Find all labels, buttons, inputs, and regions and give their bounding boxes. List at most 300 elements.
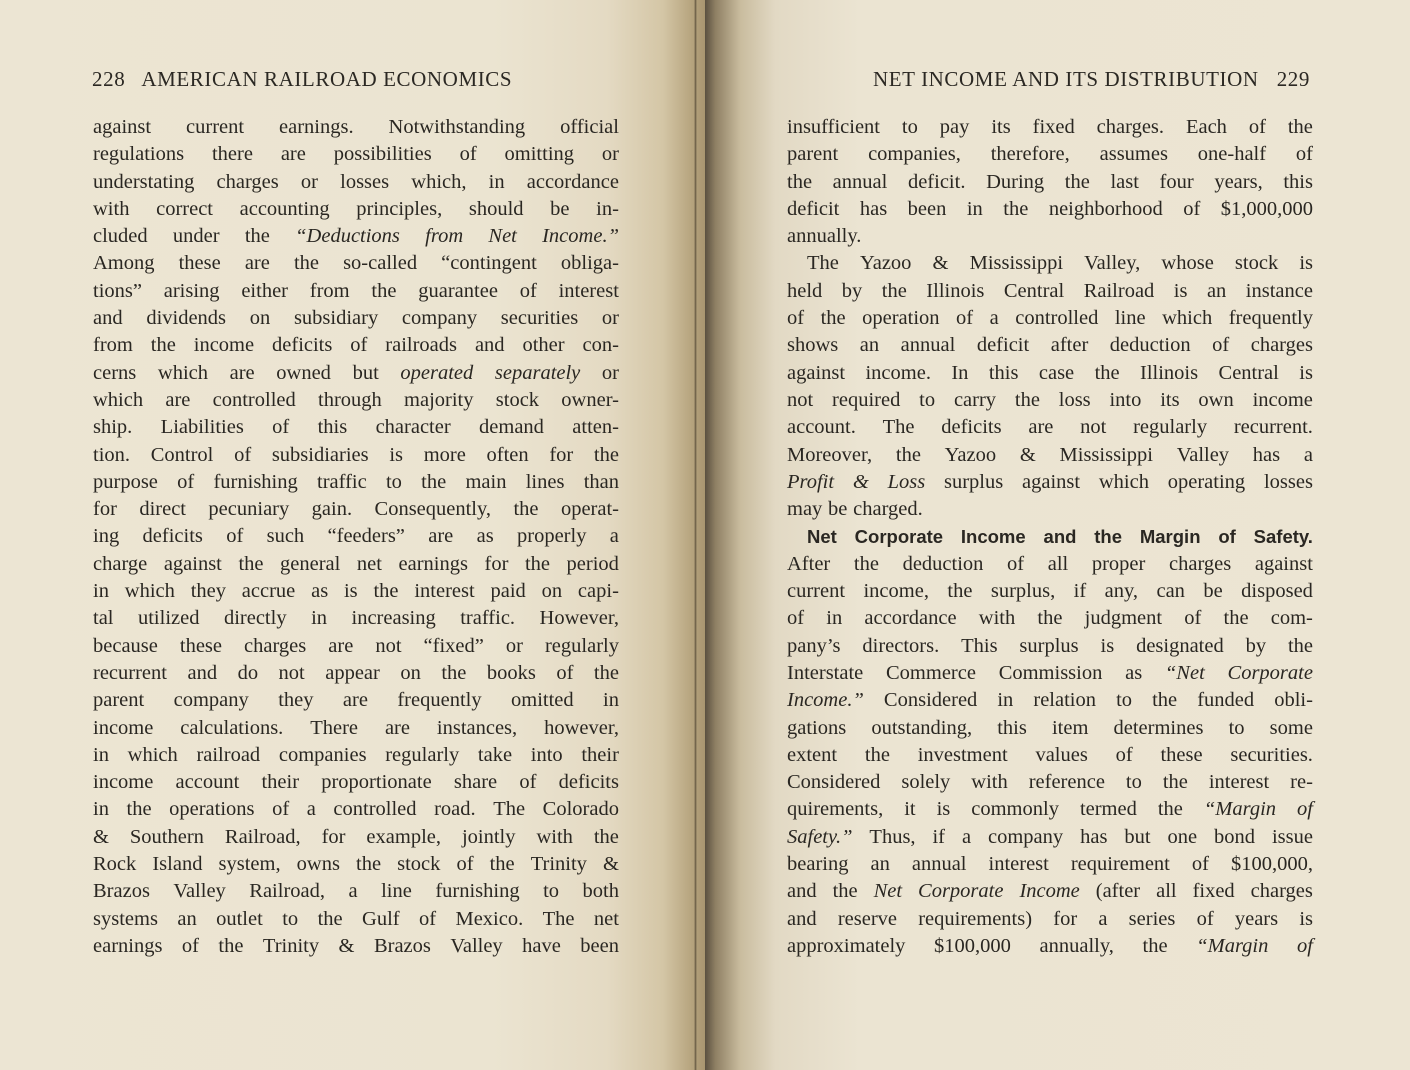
word: subsidiary <box>293 307 379 330</box>
word: to <box>282 907 299 930</box>
text-line <box>93 851 619 878</box>
word: Considered <box>787 771 881 794</box>
word: system, <box>218 853 281 876</box>
word: or <box>601 143 619 166</box>
word: Corporate <box>854 526 944 548</box>
word: of <box>419 907 437 930</box>
text-line <box>93 687 619 714</box>
word: dividends <box>146 307 227 330</box>
word: railroads <box>385 334 458 357</box>
text-line <box>93 605 619 632</box>
word: to <box>1125 771 1142 794</box>
text-line <box>93 442 619 469</box>
word: of <box>234 443 252 466</box>
word: net <box>356 552 382 575</box>
word: as <box>311 580 329 603</box>
word: recurrent. <box>1233 416 1313 439</box>
word: in <box>93 798 109 821</box>
text-line <box>93 824 619 851</box>
word: Railroad, <box>224 825 301 848</box>
word: con- <box>582 334 619 357</box>
word: & <box>338 934 355 957</box>
word: regularly <box>385 743 460 766</box>
text-line <box>787 906 1313 933</box>
word: losses <box>1263 470 1313 493</box>
word: furnishing <box>435 880 520 903</box>
word: if <box>1073 580 1087 603</box>
word: traffic <box>317 470 367 493</box>
word: example, <box>366 825 441 848</box>
word: deficits <box>272 334 333 357</box>
word: Considered <box>883 689 978 712</box>
word: owner- <box>561 388 619 411</box>
word: and <box>187 661 218 684</box>
word: calculations. <box>180 716 284 739</box>
text-line <box>93 578 619 605</box>
text-line <box>787 824 1313 851</box>
word: shows <box>787 334 839 357</box>
word: directors. <box>862 634 940 657</box>
word: if <box>932 825 946 848</box>
word: After <box>787 552 831 575</box>
word: against <box>163 552 222 575</box>
text-line <box>787 605 1313 632</box>
word: cluded <box>93 225 148 248</box>
word: extent <box>787 743 838 766</box>
word: main <box>465 470 507 493</box>
word: from <box>309 279 350 302</box>
word: for <box>549 443 574 466</box>
word: the <box>864 743 890 766</box>
word: “Net <box>1164 661 1205 684</box>
word: the <box>489 853 515 876</box>
word: Valley <box>450 934 503 957</box>
word: $100,000 <box>934 934 1011 957</box>
word: reference <box>1028 771 1105 794</box>
word: line <box>1114 307 1146 330</box>
word: The <box>807 252 839 275</box>
word: a <box>306 798 316 821</box>
word: income. <box>865 361 931 384</box>
word: for <box>321 825 346 848</box>
word: of <box>1196 907 1214 930</box>
text-line <box>787 169 1313 196</box>
word: own <box>1198 388 1234 411</box>
word: such <box>266 525 305 548</box>
text-line <box>93 715 619 742</box>
word: the <box>895 443 921 466</box>
word: account <box>175 771 240 794</box>
word: the <box>787 170 813 193</box>
word: Central <box>1218 361 1279 384</box>
text-line <box>787 578 1313 605</box>
word: outstanding, <box>871 716 973 739</box>
word: Safety. <box>1253 526 1313 548</box>
text-line <box>93 223 619 250</box>
word: bearing <box>787 853 849 876</box>
word: however, <box>544 716 619 739</box>
word: on <box>400 661 421 684</box>
word: are <box>244 252 270 275</box>
word: Safety.” <box>787 825 853 848</box>
word: so-called <box>343 252 418 275</box>
word: fixed <box>1192 880 1235 903</box>
word: either <box>241 279 288 302</box>
word: “Deductions <box>295 225 400 248</box>
word: traffic. <box>460 607 516 630</box>
word: against <box>1254 552 1313 575</box>
word: company <box>401 307 478 330</box>
word: to <box>385 470 402 493</box>
word: the <box>317 907 343 930</box>
word: There <box>310 716 359 739</box>
text-line <box>93 769 619 796</box>
word: the <box>371 279 397 302</box>
word: appear <box>325 661 380 684</box>
word: arising <box>163 279 220 302</box>
text-line <box>787 715 1313 742</box>
word: ship. <box>93 416 133 439</box>
word: instances, <box>436 716 518 739</box>
text-line <box>787 496 1313 523</box>
word: Mississippi <box>969 252 1064 275</box>
text-line <box>787 796 1313 823</box>
word: & <box>932 252 949 275</box>
word: purpose <box>93 470 158 493</box>
word: This <box>961 634 998 657</box>
word: paid <box>490 580 526 603</box>
word: outlet <box>216 907 263 930</box>
word: can <box>1156 580 1185 603</box>
word: by <box>841 279 863 302</box>
word: these <box>178 252 221 275</box>
word: gations <box>787 716 847 739</box>
word: which <box>127 743 178 766</box>
word: income <box>193 334 255 357</box>
word: Trinity <box>262 934 320 957</box>
word: requirement <box>1070 853 1170 876</box>
word: the <box>1142 934 1168 957</box>
word: Colorado <box>542 798 619 821</box>
word: income <box>1252 388 1313 411</box>
text-line <box>787 851 1313 878</box>
word: principles, <box>356 197 443 220</box>
word: the <box>593 443 619 466</box>
word: properly <box>517 525 587 548</box>
word: annual <box>832 170 888 193</box>
word: charges <box>216 170 279 193</box>
word: deficits <box>941 416 1002 439</box>
word: Income.” <box>542 225 619 248</box>
word: requirements) <box>918 907 1033 930</box>
word: in <box>488 170 505 193</box>
word: for <box>93 498 117 521</box>
word: possibilities <box>333 143 432 166</box>
word: regulations <box>93 143 185 166</box>
word: accrue <box>241 580 296 603</box>
word: utilized <box>137 607 200 630</box>
word: the <box>1064 170 1090 193</box>
word: in <box>93 743 109 766</box>
word: one <box>1167 825 1198 848</box>
word: deduction <box>1109 334 1191 357</box>
word: an <box>859 334 880 357</box>
text-line <box>93 796 619 823</box>
word: deficits <box>142 525 203 548</box>
word: the <box>1287 116 1313 138</box>
word: guarantee <box>418 279 498 302</box>
word: Mexico. <box>455 907 524 930</box>
word: Notwithstanding <box>388 116 526 138</box>
word: of <box>1007 552 1025 575</box>
word: “fixed” <box>423 634 484 657</box>
word: the <box>820 307 846 330</box>
word: companies, <box>868 143 961 166</box>
word: securities. <box>1230 743 1313 766</box>
word: annually. <box>787 225 862 248</box>
word: of <box>1296 934 1313 957</box>
word: majority <box>404 388 474 411</box>
word: has <box>1252 443 1281 466</box>
word: recurrent <box>93 661 167 684</box>
word: or <box>505 634 523 657</box>
word: frequently <box>397 689 482 712</box>
word: stock <box>397 853 441 876</box>
word: all <box>1156 880 1177 903</box>
word: Brazos <box>373 934 431 957</box>
word: accordance <box>526 170 619 193</box>
word: Income <box>960 526 1026 548</box>
word: Consequently, <box>374 498 492 521</box>
word: not <box>787 388 814 411</box>
word: charges <box>1169 552 1232 575</box>
word: Rock <box>93 853 137 876</box>
word: frequently <box>1228 307 1313 330</box>
word: years <box>1234 907 1279 930</box>
word: controlled <box>212 388 296 411</box>
word: Mississippi <box>1059 443 1153 466</box>
text-line <box>787 278 1313 305</box>
word: Among <box>93 252 155 275</box>
word: proportionate <box>321 771 432 794</box>
word: the <box>1152 689 1178 712</box>
word: accordance <box>864 607 957 630</box>
word: The <box>542 907 575 930</box>
word: surplus <box>1019 634 1079 657</box>
word: the <box>853 552 879 575</box>
word: direct <box>139 498 186 521</box>
word: but <box>1124 825 1151 848</box>
word: books <box>486 661 536 684</box>
word: values <box>1035 743 1088 766</box>
word: the <box>126 798 152 821</box>
word: in <box>997 689 1014 712</box>
word: this <box>317 416 348 439</box>
word: surplus <box>943 470 1004 493</box>
word: Valley <box>1176 443 1230 466</box>
word: required <box>832 388 901 411</box>
word: carry <box>953 388 997 411</box>
word: the <box>1037 607 1063 630</box>
text-line <box>787 769 1313 796</box>
word: “feeders” <box>327 525 405 548</box>
word: an <box>870 853 890 876</box>
word: deduction <box>902 552 984 575</box>
word: into <box>530 743 563 766</box>
word: of <box>459 143 477 166</box>
word: omitted <box>511 689 574 712</box>
word: correct <box>156 197 213 220</box>
word: & <box>603 853 619 876</box>
text-line <box>787 196 1313 223</box>
word: The <box>882 416 915 439</box>
word: of <box>1212 334 1230 357</box>
word: Railroad, <box>249 880 325 903</box>
text-line <box>787 442 1313 469</box>
word: the <box>1094 526 1123 548</box>
word: Commission <box>998 661 1103 684</box>
word: of <box>272 416 290 439</box>
word: its <box>991 116 1011 138</box>
word: “Margin <box>1203 798 1277 821</box>
word: years, <box>1214 170 1263 193</box>
word: Corporate <box>1227 661 1313 684</box>
word: owns <box>296 853 340 876</box>
word: with <box>971 771 1008 794</box>
word: to <box>901 116 918 138</box>
word: of <box>1184 607 1202 630</box>
word: charged. <box>853 498 923 521</box>
word: controlled <box>1015 307 1099 330</box>
text-line <box>787 250 1313 277</box>
word: but <box>352 361 379 384</box>
word: character <box>375 416 451 439</box>
word: be <box>828 498 848 521</box>
word: are <box>1028 416 1054 439</box>
text-line <box>787 305 1313 332</box>
word: of <box>1191 853 1209 876</box>
word: the <box>218 934 244 957</box>
word: Trinity <box>530 853 587 876</box>
word: a <box>609 525 619 548</box>
word: and <box>93 307 123 330</box>
word: therefore, <box>990 143 1070 166</box>
word: controlled <box>333 798 417 821</box>
word: assumes <box>1099 143 1168 166</box>
word: not <box>375 634 402 657</box>
word: deficit. <box>907 170 966 193</box>
text-line <box>787 660 1313 687</box>
word: of <box>1183 197 1201 220</box>
word: have <box>522 934 561 957</box>
word: Illinois <box>1140 361 1199 384</box>
word: this <box>1283 170 1313 193</box>
word: an <box>1206 279 1227 302</box>
word: (after <box>1095 880 1141 903</box>
word: securities <box>500 307 579 330</box>
word: should <box>468 197 524 220</box>
word: to <box>1228 716 1245 739</box>
word: of <box>556 661 574 684</box>
word: Illinois <box>926 279 985 302</box>
word: and <box>1043 526 1077 548</box>
right-running-head <box>823 67 1310 92</box>
word: termed <box>1079 798 1137 821</box>
word: or <box>300 170 318 193</box>
word: of <box>226 525 244 548</box>
word: held <box>787 279 823 302</box>
text-line <box>93 551 619 578</box>
text-line <box>93 114 619 141</box>
word: of <box>1248 116 1266 138</box>
word: the <box>832 880 858 903</box>
word: “contingent <box>441 252 537 275</box>
word: $1,000,000 <box>1220 197 1313 220</box>
word: directly <box>223 607 287 630</box>
word: Island <box>152 853 203 876</box>
word: current <box>186 116 245 138</box>
word: in <box>826 607 843 630</box>
word: is <box>936 798 951 821</box>
word: the <box>524 552 550 575</box>
word: quirements, <box>787 798 884 821</box>
word: earnings <box>398 552 468 575</box>
word: not <box>278 661 305 684</box>
word: tions” <box>93 279 142 302</box>
text-line <box>93 250 619 277</box>
word: are <box>165 388 191 411</box>
word: interest <box>988 853 1049 876</box>
word: case <box>1038 361 1075 384</box>
word: the <box>1223 607 1249 630</box>
word: Railroad <box>1083 279 1155 302</box>
word: income <box>93 716 154 739</box>
word: into <box>1109 388 1142 411</box>
word: often <box>486 443 529 466</box>
word: Valley, <box>1084 252 1141 275</box>
word: is <box>1173 279 1188 302</box>
word: atten- <box>572 416 619 439</box>
word: losses <box>340 170 390 193</box>
word: the <box>513 498 539 521</box>
word: of <box>787 307 805 330</box>
word: systems <box>93 907 158 930</box>
word: Gulf <box>362 907 400 930</box>
word: operat- <box>560 498 619 521</box>
word: In <box>951 361 969 384</box>
text-line <box>787 360 1313 387</box>
text-line <box>93 169 619 196</box>
word: which <box>1162 307 1213 330</box>
word: the <box>244 225 270 248</box>
word: on <box>541 580 563 603</box>
text-line <box>93 278 619 305</box>
word: which <box>157 361 208 384</box>
word: cerns <box>93 361 137 384</box>
word: of <box>1218 526 1236 548</box>
word: for <box>1053 907 1078 930</box>
word: whose <box>1161 252 1214 275</box>
word: Profit <box>787 470 835 493</box>
text-line <box>787 878 1313 905</box>
word: be <box>550 197 570 220</box>
word: deficit <box>976 334 1030 357</box>
word: solely <box>901 771 951 794</box>
word: been <box>580 934 619 957</box>
word: of <box>350 334 368 357</box>
word: the <box>421 470 447 493</box>
word: with <box>536 825 573 848</box>
